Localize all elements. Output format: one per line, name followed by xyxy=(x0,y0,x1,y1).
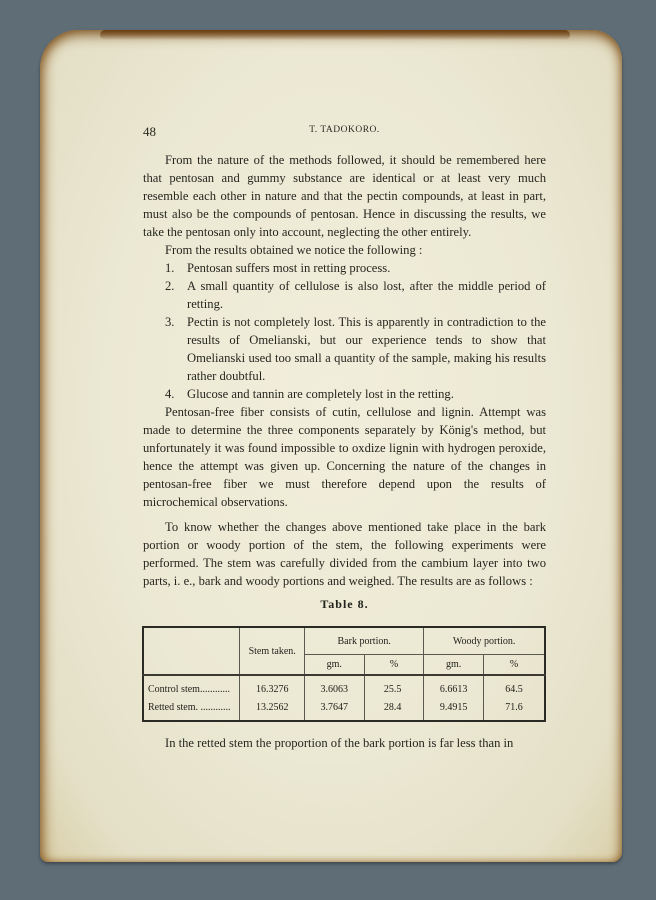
cell-woody-gm: 9.4915 xyxy=(424,698,484,721)
cell-bark-pct: 25.5 xyxy=(364,675,424,698)
table-row xyxy=(143,675,545,698)
header-woody-gm: gm. xyxy=(424,655,484,676)
paragraph-2: From the results obtained we notice the following : xyxy=(165,243,423,257)
page-header xyxy=(143,124,546,140)
header-bark-gm: gm. xyxy=(305,655,365,676)
list-number: 1. xyxy=(165,261,175,275)
body-text xyxy=(143,151,546,590)
list-text: A small quantity of cellulose is also lost, after the middle period of retting. xyxy=(187,279,546,311)
header-woody-pct: % xyxy=(483,655,545,676)
cell-woody-pct: 71.6 xyxy=(483,698,545,721)
row-label: Retted stem. ............ xyxy=(143,698,240,721)
table-row xyxy=(143,698,545,721)
list-text: Pectin is not completely lost. This is apparently in contradiction to the results of Omelianski, but our experience tends to show that Omelianski used too small a quantity of the sample, making his results rather doubtful. xyxy=(187,315,546,383)
results-table xyxy=(142,626,546,722)
header-stem-taken: Stem taken. xyxy=(240,627,305,675)
paragraph-5: In the retted stem the proportion of the bark portion is far less than in xyxy=(165,736,514,750)
page-number: 48 xyxy=(143,124,156,139)
cell-bark-pct: 28.4 xyxy=(364,698,424,721)
list-item xyxy=(143,259,546,277)
header-bark-pct: % xyxy=(364,655,424,676)
running-head: T. TADOKORO. xyxy=(309,125,380,135)
list-number: 2. xyxy=(165,279,175,293)
paragraph-4: To know whether the changes above mentioned take place in the bark portion or woody portion of the stem, the following experiments were performed. The stem was carefully divided from the cambium layer into two parts, i. e., bark and woody portions and weighed. The results are as follows : xyxy=(143,520,546,588)
paragraph-1: From the nature of the methods followed, it should be remembered here that pentosan and gummy substance are identical or at least very much resemble each other in nature and that the pectin compounds, at least in part, must also be the compounds of pentosan. Hence in discussing the results, we take the pentosan only into account, neglecting the other entirely. xyxy=(143,153,546,239)
header-bark-portion: Bark portion. xyxy=(305,627,424,655)
list-number: 4. xyxy=(165,387,175,401)
list-number: 3. xyxy=(165,315,175,329)
cell-bark-gm: 3.7647 xyxy=(305,698,365,721)
paragraph-3: Pentosan-free fiber consists of cutin, cellulose and lignin. Attempt was made to determine the three components separately by König's method, but unfortunately it was found impossible to oxdize lignin with hydrogen peroxide, hence the attempt was given up. Concerning the nature of the changes in pentosan-free fiber we must therefore depend upon the results of microchemical observations. xyxy=(143,405,546,509)
table-title: Table 8. xyxy=(320,597,369,611)
cell-stem: 16.3276 xyxy=(240,675,305,698)
list-text: Pentosan suffers most in retting process. xyxy=(187,261,391,275)
burned-edge xyxy=(100,30,570,40)
list-text: Glucose and tannin are completely lost in the retting. xyxy=(187,387,454,401)
findings-list xyxy=(143,259,546,403)
row-label: Control stem............ xyxy=(143,675,240,698)
cell-woody-pct: 64.5 xyxy=(483,675,545,698)
list-item xyxy=(143,277,546,313)
empty-header-cell xyxy=(143,627,240,675)
cell-woody-gm: 6.6613 xyxy=(424,675,484,698)
cell-stem: 13.2562 xyxy=(240,698,305,721)
cell-bark-gm: 3.6063 xyxy=(305,675,365,698)
list-item xyxy=(143,313,546,385)
list-item xyxy=(143,385,546,403)
header-woody-portion: Woody portion. xyxy=(424,627,545,655)
